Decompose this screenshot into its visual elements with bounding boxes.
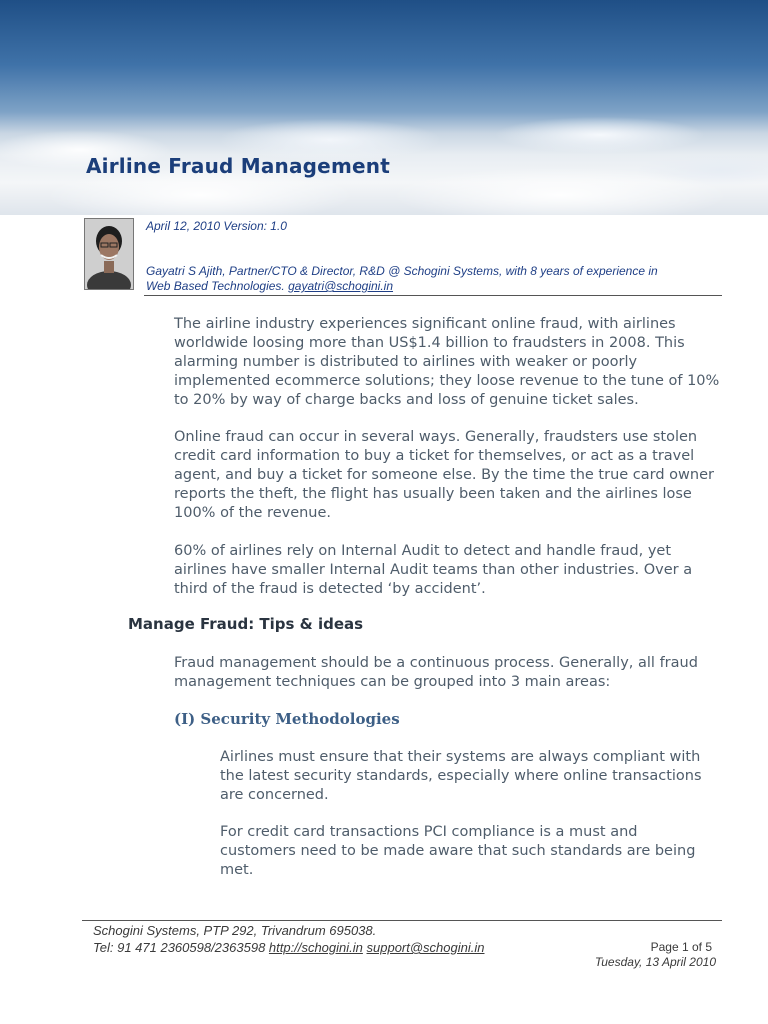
section-intro-paragraph: Fraud management should be a continuous process. Generally, all fraud management techniques can be grouped into 3 main areas: [174, 655, 698, 690]
footer-tel: Tel: 91 471 2360598/2363598 [93, 940, 266, 955]
author-photo [84, 218, 134, 290]
security-paragraph-2: For credit card transactions PCI compliance is a must and customers need to be made aware that such standards are being met. [220, 824, 696, 878]
security-paragraph-1: Airlines must ensure that their systems are always compliant with the latest security standards, especially where online transactions are concerned. [220, 749, 702, 803]
subsection-heading: (I) Security Methodologies [174, 710, 400, 728]
date-version: April 12, 2010 Version: 1.0 [146, 219, 287, 233]
footer-divider [82, 920, 722, 921]
author-info [146, 264, 716, 294]
footer-website-link[interactable]: http://schogini.in [268, 940, 363, 955]
author-line-2: Web Based Technologies. [146, 279, 285, 293]
footer-contact [93, 922, 613, 956]
section-heading: Manage Fraud: Tips & ideas [128, 615, 364, 633]
footer-address: Schogini Systems, PTP 292, Trivandrum 695038. [93, 923, 377, 938]
author-photo-image [85, 219, 133, 289]
author-email-link[interactable]: gayatri@schogini.in [288, 279, 394, 293]
document-title: Airline Fraud Management [86, 154, 390, 178]
header-banner [0, 0, 768, 215]
page-number: Page 1 of 5 [650, 940, 712, 954]
fraud-methods-paragraph: Online fraud can occur in several ways. Generally, fraudsters use stolen credit card information to buy a ticket for themselves, or act as a travel agent, and buy a ticket for someone else. By the time the true card owner reports the theft, the flight has usually been taken and the airlines lose 100% of the revenue. [174, 429, 714, 521]
author-line-1: Gayatri S Ajith, Partner/CTO & Director, R&D @ Schogini Systems, with 8 years of experience in [146, 264, 658, 278]
footer-support-email-link[interactable]: support@schogini.in [366, 940, 485, 955]
header-divider [144, 295, 722, 296]
footer-date: Tuesday, 13 April 2010 [594, 955, 716, 969]
audit-paragraph: 60% of airlines rely on Internal Audit to detect and handle fraud, yet airlines have smaller Internal Audit teams than other industries. Over a third of the fraud is detected ‘by accident’. [174, 543, 693, 597]
intro-paragraph: The airline industry experiences significant online fraud, with airlines worldwide loosing more than US$1.4 billion to fraudsters in 2008. This alarming number is distributed to airlines with weaker or poorly implemented ecommerce solutions; they loose revenue to the tune of 10% to 20% by way of charge backs and loss of genuine ticket sales. [174, 316, 720, 408]
